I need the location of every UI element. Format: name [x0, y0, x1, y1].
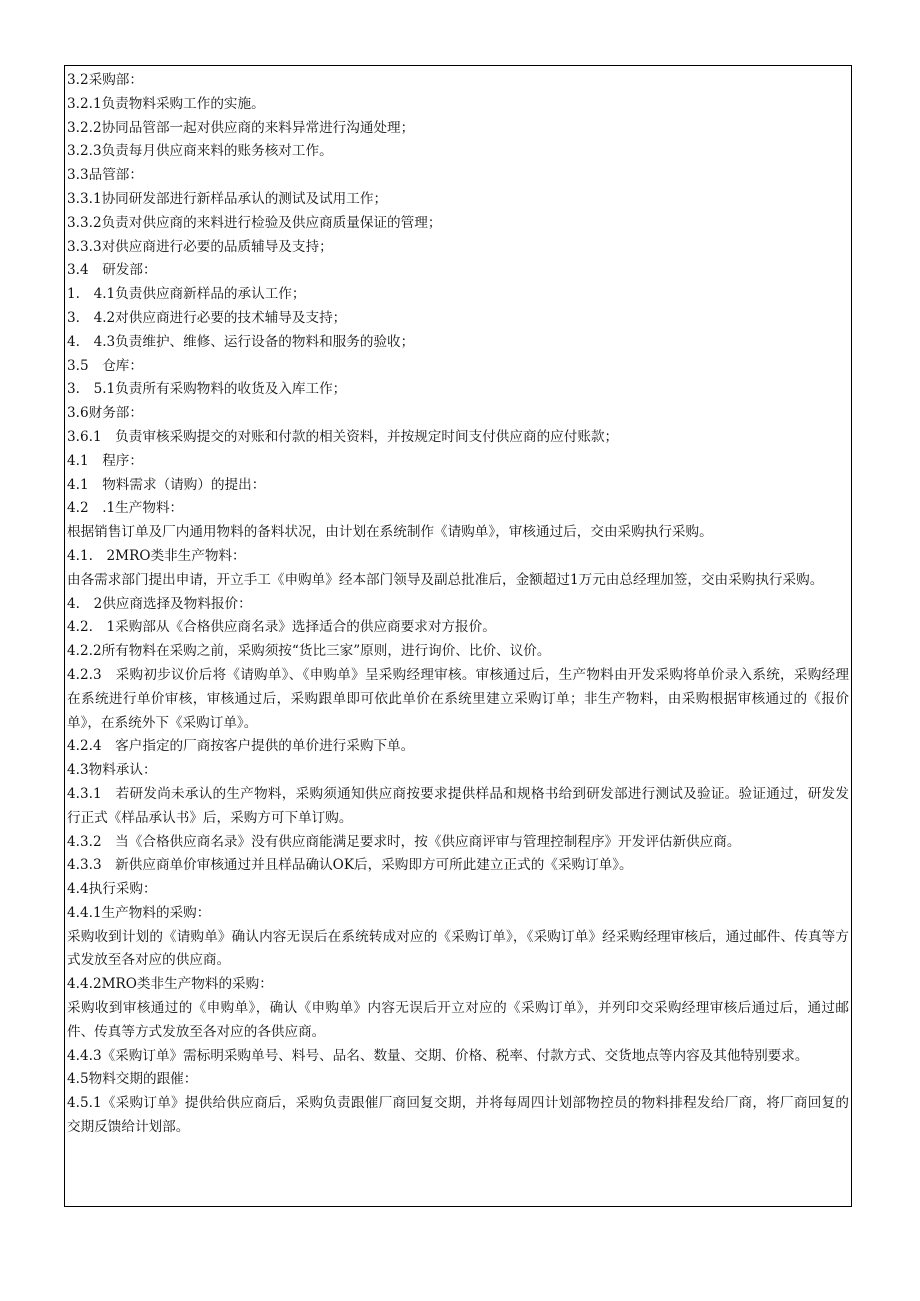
- text-line: 3.3.2负责对供应商的来料进行检验及供应商质量保证的管理；: [67, 214, 442, 231]
- text-line: 4.3.3 新供应商单价审核通过并且样品确认OK后，采购即方可所此建立正式的《采购订单》。: [67, 857, 633, 874]
- paragraph: 由各需求部门提出申请，开立手工《申购单》经本部门领导及副总批准后，金额超过1万元由总经理加签，交由采购执行采购。: [67, 571, 824, 588]
- text-line: 4.4执行采购：: [67, 881, 157, 898]
- text-line: 3.3品管部：: [67, 167, 143, 184]
- text-line: 3.4 研发部：: [67, 262, 157, 279]
- paragraph: 采购收到审核通过的《申购单》，确认《申购单》内容无误后开立对应的《采购订单》，并列印交采购经理审核后通过后，通过邮件、传真等方式发放至各对应的各供应商。: [67, 1000, 849, 1040]
- text-line: 4.4.1生产物料的采购：: [67, 904, 211, 921]
- text-line: 3.6.1 负责审核采购提交的对账和付款的相关资料，并按规定时间支付供应商的应付账款；: [67, 428, 619, 445]
- text-line: 3.2.3负责每月供应商来料的账务核对工作。: [67, 143, 333, 160]
- paragraph: 采购收到计划的《请购单》确认内容无误后在系统转成对应的《采购订单》，《采购订单》经采购经理审核后，通过邮件、传真等方式发放至各对应的供应商。: [67, 928, 849, 969]
- text-line: 3. 4.2对供应商进行必要的技术辅导及支持；: [67, 309, 347, 326]
- text-line: 3.6财务部：: [67, 405, 143, 422]
- text-line: 3.5 仓库：: [67, 357, 143, 374]
- text-line: 4.2. 1采购部从《合格供应商名录》选择适合的供应商要求对方报价。: [67, 619, 496, 636]
- paragraph: 根据销售订单及厂内通用物料的备料状况，由计划在系统制作《请购单》，审核通过后，交由采购执行采购。: [67, 524, 713, 541]
- text-line: 4.3物料承认：: [67, 762, 157, 779]
- paragraph: 4.2.3 采购初步议价后将《请购单》、《申购单》呈采购经理审核。审核通过后，生产物料由开发采购将单价录入系统，采购经理在系统进行单价审核，审核通过后，采购跟单即可依此单价在系统里建立采购订单；非生产物料，由采购根据审核通过的《报价单》，在系统外下《采购订单》。: [67, 666, 849, 731]
- text-line: 3.3.1协同研发部进行新样品承认的测试及试用工作；: [67, 190, 388, 207]
- text-line: 4.5物料交期的跟催：: [67, 1071, 198, 1088]
- document-body: [64, 65, 852, 1207]
- text-line: 3. 5.1负责所有采购物料的收货及入库工作；: [67, 381, 347, 398]
- text-line: 4.2.4 客户指定的厂商按客户提供的单价进行采购下单。: [67, 738, 415, 755]
- text-line: 4.4.2MRO类非生产物料的采购：: [67, 976, 273, 993]
- text-line: 1. 4.1负责供应商新样品的承认工作；: [67, 286, 306, 303]
- text-line: 4.3.2 当《合格供应商名录》没有供应商能满足要求时，按《供应商评审与管理控制程序》开发评估新供应商。: [67, 833, 741, 850]
- text-line: 4. 2供应商选择及物料报价：: [67, 595, 252, 612]
- section-heading: 4.1 程序：: [67, 452, 143, 469]
- text-line: 3.3.3对供应商进行必要的品质辅导及支持；: [67, 238, 333, 255]
- paragraph: 4.5.1《采购订单》提供给供应商后，采购负责跟催厂商回复交期，并将每周四计划部物控员的物料排程发给厂商，将厂商回复的交期反馈给计划部。: [67, 1095, 849, 1136]
- text-line: 3.2采购部：: [67, 72, 143, 88]
- paragraph: 4.4.3《采购订单》需标明采购单号、料号、品名、数量、交期、价格、税率、付款方式、交货地点等内容及其他特别要求。: [67, 1047, 809, 1064]
- text-line: 4.2 .1生产物料：: [67, 500, 184, 517]
- text-line: 3.2.1负责物料采购工作的实施。: [67, 95, 265, 112]
- text-line: 4. 4.3负责维护、维修、运行设备的物料和服务的验收；: [67, 333, 415, 350]
- text-line: 4.1. 2MRO类非生产物料：: [67, 547, 246, 564]
- paragraph: 4.3.1 若研发尚未承认的生产物料，采购须通知供应商按要求提供样品和规格书给到研发部进行测试及验证。验证通过，研发发行正式《样品承认书》后，采购方可下单订购。: [67, 785, 849, 826]
- text-line: 3.2.2协同品管部一起对供应商的来料异常进行沟通处理；: [67, 119, 415, 136]
- text-line: 4.1 物料需求（请购）的提出：: [67, 476, 266, 493]
- text-line: 4.2.2所有物料在采购之前，采购须按“货比三家”原则，进行询价、比价、议价。: [67, 643, 551, 660]
